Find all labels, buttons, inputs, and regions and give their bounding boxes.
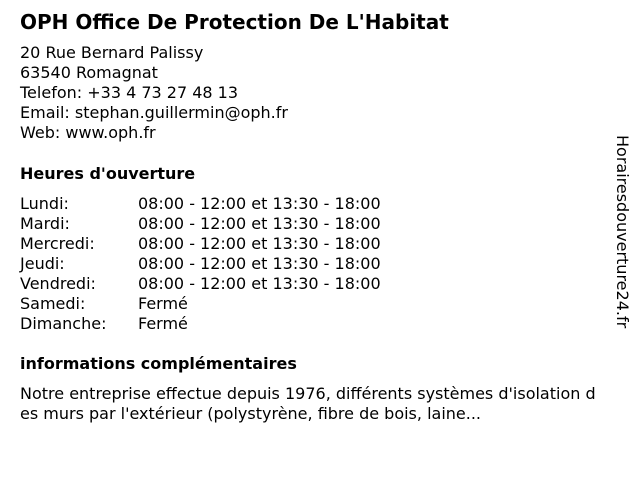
day-label: Jeudi: [20,254,65,273]
website-address: Web: www.oph.fr [20,123,156,142]
hours-value: 08:00 - 12:00 et 13:30 - 18:00 [138,234,381,253]
day-label: Samedi: [20,294,86,313]
hours-value: 08:00 - 12:00 et 13:30 - 18:00 [138,254,381,273]
street-address: 20 Rue Bernard Palissy [20,43,204,62]
additional-info-heading: informations complémentaires [20,354,297,373]
business-contact [20,43,288,143]
hours-value: Fermé [138,314,188,333]
day-label: Lundi: [20,194,69,213]
email-address: Email: stephan.guillermin@oph.fr [20,103,288,122]
additional-info-text: Notre entreprise effectue depuis 1976, différents systèmes d'isolation des murs par l'extérieur (polystyrène, fibre de bois, laine... [20,384,596,423]
day-label: Mardi: [20,214,70,233]
hours-value: 08:00 - 12:00 et 13:30 - 18:00 [138,214,381,233]
hours-value: Fermé [138,294,188,313]
city-address: 63540 Romagnat [20,63,158,82]
hours-value: 08:00 - 12:00 et 13:30 - 18:00 [138,194,381,213]
day-label: Dimanche: [20,314,107,333]
site-brand-label: Horairesdouverture24.fr [613,135,632,329]
hours-value: 08:00 - 12:00 et 13:30 - 18:00 [138,274,381,293]
day-label: Mercredi: [20,234,95,253]
phone-number: Telefon: +33 4 73 27 48 13 [20,83,239,102]
business-name: OPH Office De Protection De L'Habitat [20,10,449,34]
opening-hours-heading: Heures d'ouverture [20,164,196,183]
day-label: Vendredi: [20,274,96,293]
